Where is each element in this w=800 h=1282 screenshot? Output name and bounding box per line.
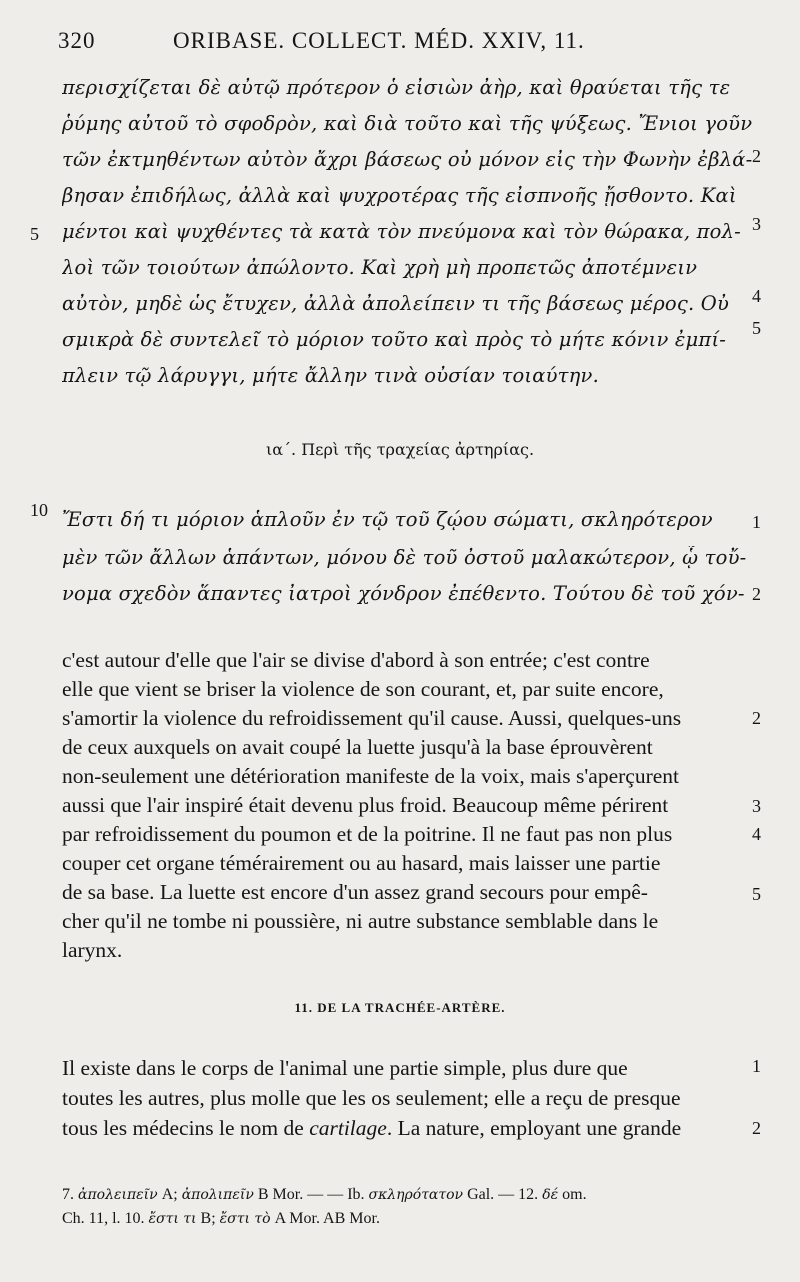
margin-number: 2 bbox=[752, 584, 761, 604]
french-text-segment: . La nature, employant une grande bbox=[386, 1116, 682, 1140]
greek-line: τῶν ἐκτμηθέντων αὐτὸν ἄχρι βάσεως οὐ μόνον εἰς τὴν Φωνὴν ἐβλά- bbox=[62, 148, 753, 171]
margin-number: 2 bbox=[752, 1118, 761, 1138]
greek-line: μέντοι καὶ ψυχθέντες τὰ κατὰ τὸν πνεύμονα καὶ τὸν θώρακα, πολ- bbox=[62, 220, 741, 243]
running-header bbox=[58, 28, 758, 58]
margin-number: 5 bbox=[752, 884, 761, 904]
french-text-segment: tous les médecins le nom de bbox=[62, 1116, 310, 1140]
french-chapter-heading: 11. DE LA TRACHÉE-ARTÈRE. bbox=[294, 1000, 506, 1015]
note-text: B; bbox=[196, 1210, 220, 1227]
french-line: de ceux auxquels on avait coupé la luette jusqu'à la base éprouvèrent bbox=[62, 735, 653, 759]
note-greek: δέ bbox=[542, 1187, 559, 1203]
line-number: 5 bbox=[30, 224, 39, 244]
french-line: toutes les autres, plus molle que les os seulement; elle a reçu de presque bbox=[62, 1086, 681, 1110]
french-line: de sa base. La luette est encore d'un assez grand secours pour empê- bbox=[62, 880, 648, 904]
french-line: elle que vient se briser la violence de son courant, et, par suite encore, bbox=[62, 677, 664, 701]
line-number: 10 bbox=[30, 500, 48, 520]
note-text: om. bbox=[558, 1186, 587, 1203]
note-text: A Mor. AB Mor. bbox=[270, 1210, 380, 1227]
french-line: aussi que l'air inspiré était devenu plus froid. Beaucoup même périrent bbox=[62, 793, 669, 817]
greek-line: λοὶ τῶν τοιούτων ἀπώλοντο. Καὶ χρὴ μὴ προπετῶς ἀποτέμνειν bbox=[62, 256, 698, 279]
greek-line: αὐτὸν, μηδὲ ὡς ἔτυχεν, ἀλλὰ ἀπολείπειν τι τῆς βάσεως μέρος. Οὐ bbox=[62, 292, 730, 315]
apparatus-note-line-1 bbox=[62, 1186, 762, 1204]
greek-chapter-heading: ια΄. Περὶ τῆς τραχείας ἀρτηρίας. bbox=[265, 440, 535, 459]
margin-number: 4 bbox=[752, 824, 761, 844]
margin-number: 1 bbox=[752, 1056, 761, 1076]
greek-line: πλειν τῷ λάρυγγι, μήτε ἄλλην τινὰ οὐσίαν τοιαύτην. bbox=[62, 364, 599, 387]
margin-number: 3 bbox=[752, 796, 761, 816]
french-line: c'est autour d'elle que l'air se divise d'abord à son entrée; c'est contre bbox=[62, 648, 650, 672]
french-line: cher qu'il ne tombe ni poussière, ni autre substance semblable dans le bbox=[62, 909, 659, 933]
apparatus-note-line-2 bbox=[62, 1210, 762, 1228]
page-number: 320 bbox=[58, 28, 96, 53]
running-title: ORIBASE. COLLECT. MÉD. XXIV, 11. bbox=[173, 28, 585, 53]
greek-line: βησαν ἐπιδήλως, ἀλλὰ καὶ ψυχροτέρας τῆς εἰσπνοῆς ᾔσθοντο. Καὶ bbox=[62, 184, 737, 207]
french-line bbox=[62, 1116, 762, 1141]
greek-line: νομα σχεδὸν ἅπαντες ἰατροὶ χόνδρον ἐπέθεντο. Τούτου δὲ τοῦ χόν- bbox=[62, 582, 745, 605]
note-text: 7. bbox=[62, 1186, 78, 1203]
note-greek: σκληρότατον bbox=[368, 1187, 464, 1203]
italic-term: cartilage bbox=[309, 1116, 387, 1140]
greek-line: μὲν τῶν ἄλλων ἁπάντων, μόνου δὲ τοῦ ὀστοῦ μαλακώτερον, ᾧ τοὔ- bbox=[62, 546, 747, 569]
note-text: B Mor. — — Ib. bbox=[253, 1186, 369, 1203]
greek-line: ῥύμης αὐτοῦ τὸ σφοδρὸν, καὶ διὰ τοῦτο καὶ τῆς ψύξεως. Ἔνιοι γοῦν bbox=[62, 112, 753, 135]
greek-line: Ἔστι δή τι μόριον ἁπλοῦν ἐν τῷ τοῦ ζῴου σώματι, σκληρότερον bbox=[62, 508, 713, 531]
french-line: non-seulement une détérioration manifeste de la voix, mais s'aperçurent bbox=[62, 764, 680, 788]
note-text: Gal. — 12. bbox=[463, 1186, 543, 1203]
margin-number: 3 bbox=[752, 214, 761, 234]
french-line: par refroidissement du poumon et de la poitrine. Il ne faut pas non plus bbox=[62, 822, 673, 846]
french-line: Il existe dans le corps de l'animal une partie simple, plus dure que bbox=[62, 1056, 628, 1080]
note-greek: ἔστι τὸ bbox=[219, 1211, 271, 1227]
margin-number: 2 bbox=[752, 146, 761, 166]
french-line: larynx. bbox=[62, 938, 123, 962]
margin-number: 4 bbox=[752, 286, 761, 306]
note-text: A; bbox=[157, 1186, 182, 1203]
note-greek: ἔστι τι bbox=[148, 1211, 197, 1227]
french-line: couper cet organe témérairement ou au hasard, mais laisser une partie bbox=[62, 851, 661, 875]
margin-number: 1 bbox=[752, 512, 761, 532]
greek-line: περισχίζεται δὲ αὐτῷ πρότερον ὁ εἰσιὼν ἀὴρ, καὶ θραύεται τῆς τε bbox=[62, 76, 731, 99]
note-greek: ἀπολειπεῖν bbox=[78, 1187, 158, 1203]
note-greek: ἀπολιπεῖν bbox=[181, 1187, 254, 1203]
greek-line: σμικρὰ δὲ συντελεῖ τὸ μόριον τοῦτο καὶ πρὸς τὸ μήτε κόνιν ἐμπί- bbox=[62, 328, 727, 351]
margin-number: 5 bbox=[752, 318, 761, 338]
note-text: Ch. 11, l. 10. bbox=[62, 1210, 149, 1227]
french-line: s'amortir la violence du refroidissement qu'il cause. Aussi, quelques-uns bbox=[62, 706, 682, 730]
margin-number: 2 bbox=[752, 708, 761, 728]
